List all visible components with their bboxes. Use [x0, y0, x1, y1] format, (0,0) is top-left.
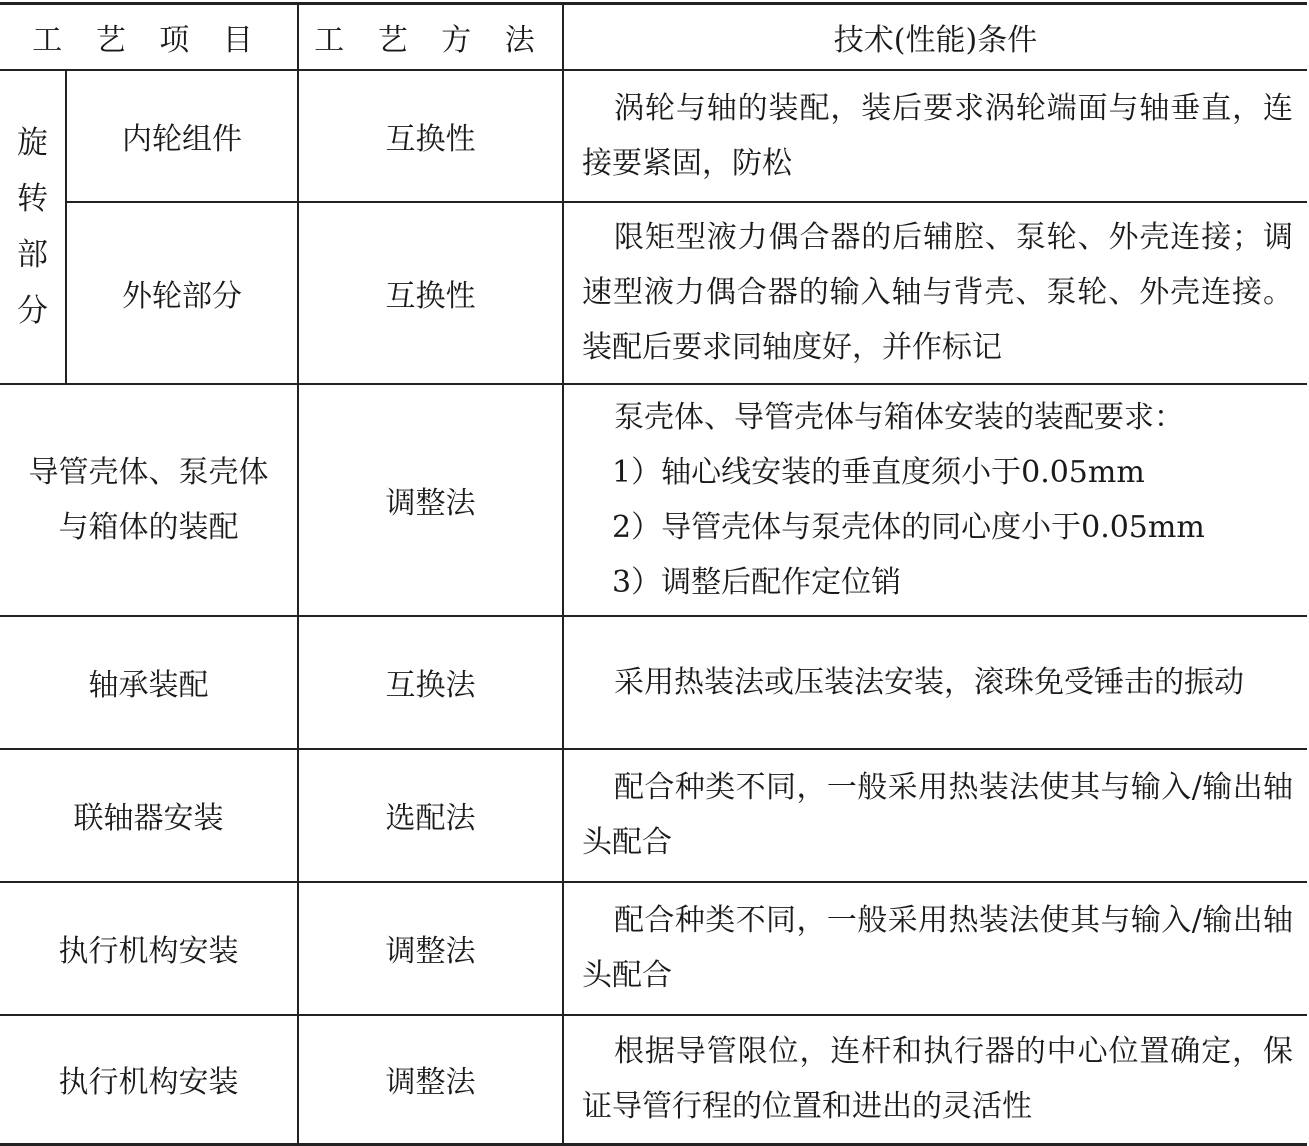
item-cell: 轴承装配: [0, 616, 298, 749]
condition-cell: 采用热装法或压装法安装，滚珠免受锤击的振动: [563, 616, 1307, 749]
method-cell: 互换性: [298, 202, 563, 384]
item-cell: 外轮部分: [66, 202, 298, 384]
condition-cell: 泵壳体、导管壳体与箱体安装的装配要求： 1）轴心线安装的垂直度须小于0.05mm 2）导管壳体与泵壳体的同心度小于0.05mm 3）调整后配作定位销: [563, 384, 1307, 616]
condition-cell: 配合种类不同，一般采用热装法使其与输入/输出轴头配合: [563, 882, 1307, 1015]
method-cell: 选配法: [298, 749, 563, 882]
table-row: [0, 882, 1307, 1015]
table-row: [0, 749, 1307, 882]
condition-cell: 配合种类不同，一般采用热装法使其与输入/输出轴头配合: [563, 749, 1307, 882]
list-item: 1）轴心线安装的垂直度须小于0.05mm: [612, 454, 1145, 490]
header-item: 工 艺 项 目: [0, 4, 298, 70]
item-cell: 执行机构安装: [0, 1015, 298, 1145]
table-row: [0, 70, 1307, 202]
table-row: [0, 384, 1307, 616]
condition-cell: 涡轮与轴的装配，装后要求涡轮端面与轴垂直，连接要紧固，防松: [563, 70, 1307, 202]
header-condition: 技术(性能)条件: [563, 4, 1307, 70]
header-row: [0, 4, 1307, 70]
table-row: [0, 616, 1307, 749]
table-row: [0, 202, 1307, 384]
method-cell: 互换法: [298, 616, 563, 749]
method-cell: 调整法: [298, 1015, 563, 1145]
process-spec-table: [0, 2, 1307, 1146]
condition-cell: 限矩型液力偶合器的后辅腔、泵轮、外壳连接；调速型液力偶合器的输入轴与背壳、泵轮、外壳连接。装配后要求同轴度好，并作标记: [563, 202, 1307, 384]
list-item: 3）调整后配作定位销: [612, 564, 902, 600]
method-cell: 调整法: [298, 384, 563, 616]
item-cell: 内轮组件: [66, 70, 298, 202]
item-cell: 导管壳体、泵壳体 与箱体的装配: [0, 384, 298, 616]
header-method: 工 艺 方 法: [298, 4, 563, 70]
method-cell: 调整法: [298, 882, 563, 1015]
condition-cell: 根据导管限位，连杆和执行器的中心位置确定，保证导管行程的位置和进出的灵活性: [563, 1015, 1307, 1145]
table-row: [0, 1015, 1307, 1145]
rotating-part-group-label: 旋 转 部 分: [0, 70, 66, 384]
item-cell: 执行机构安装: [0, 882, 298, 1015]
list-item: 2）导管壳体与泵壳体的同心度小于0.05mm: [612, 509, 1205, 545]
item-cell: 联轴器安装: [0, 749, 298, 882]
method-cell: 互换性: [298, 70, 563, 202]
